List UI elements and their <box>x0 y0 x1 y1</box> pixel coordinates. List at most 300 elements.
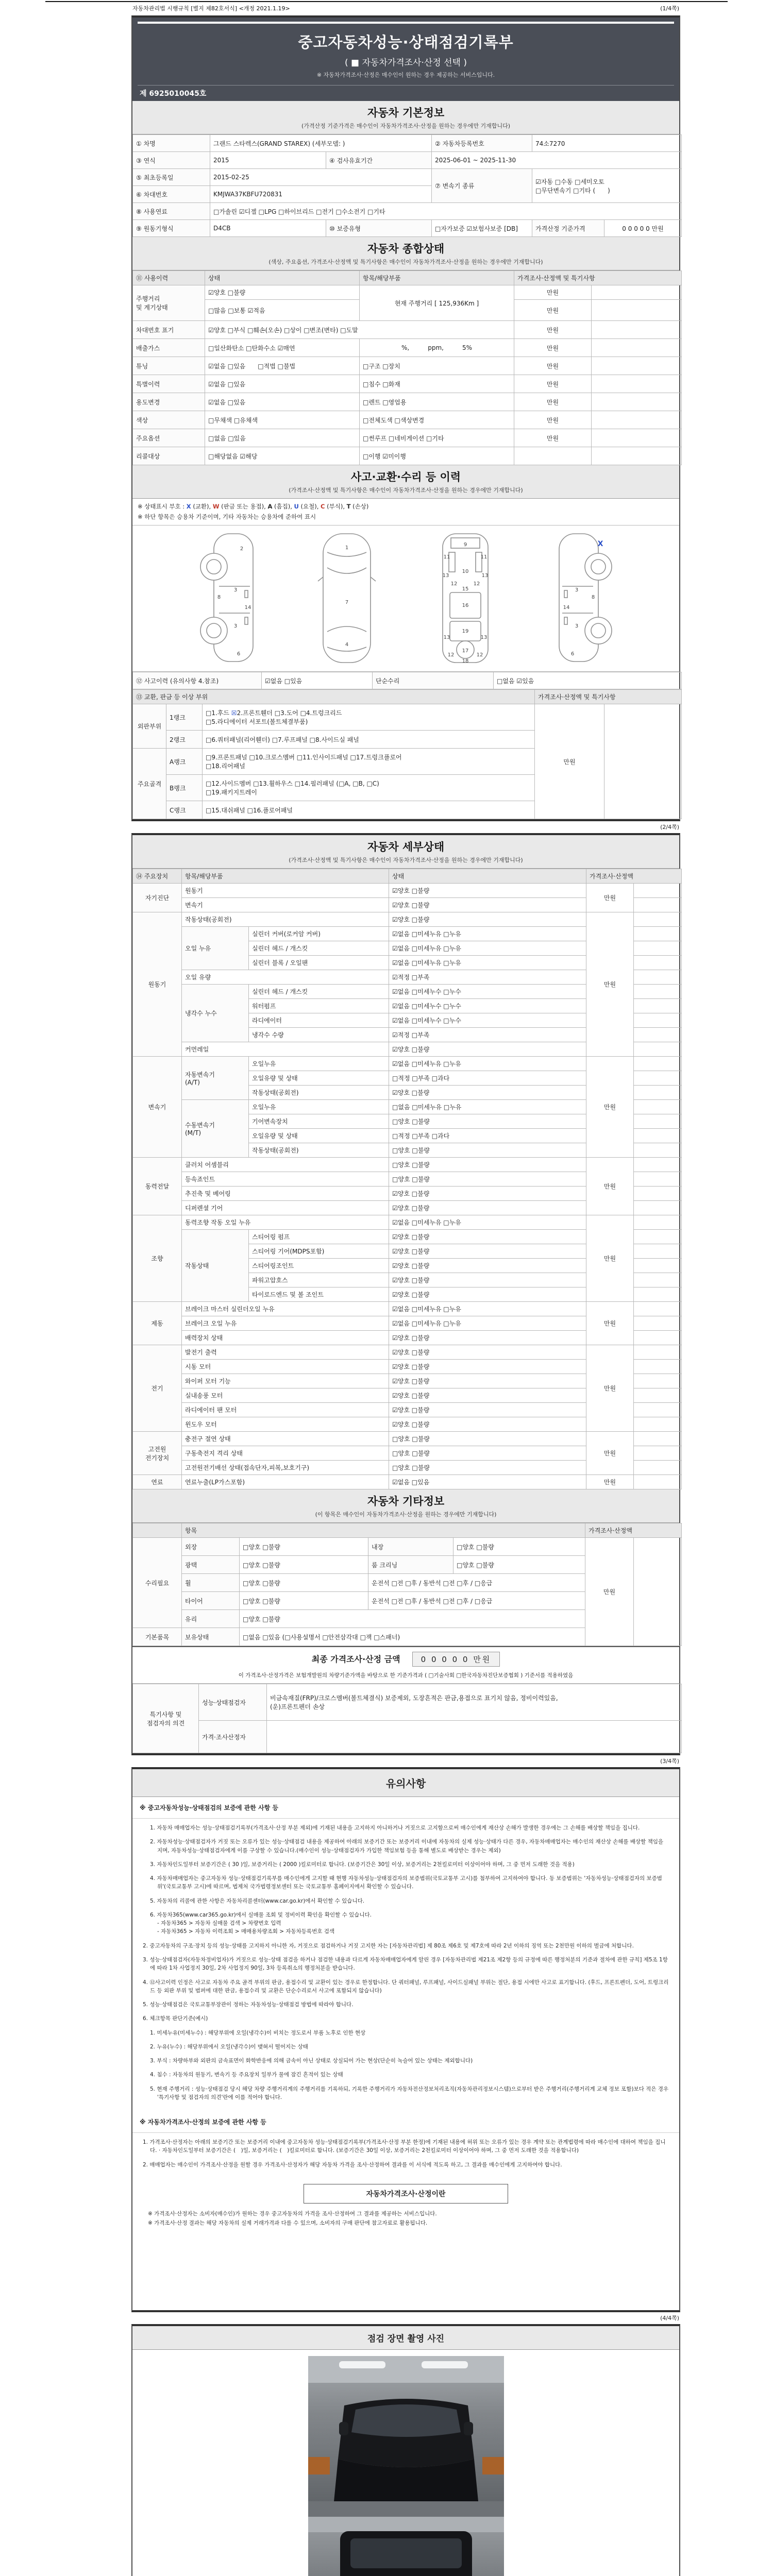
table-row <box>133 375 682 393</box>
svg-text:2: 2 <box>240 546 243 552</box>
status-cell: ☑없음 □미세누유 □누유 <box>389 956 586 970</box>
status-cell: ☑양호 □불량 <box>389 1287 586 1302</box>
note-cell <box>592 375 682 393</box>
accident-title: 사고·교환·수리 등 이력 <box>350 471 461 483</box>
document-number: 제 6925010045호 <box>138 85 674 101</box>
note-cell <box>634 1302 682 1316</box>
price-cell: 만원 <box>586 884 634 912</box>
note-cell <box>634 1360 682 1374</box>
note-cell <box>634 1114 682 1129</box>
item-cell: 기어변속장치 <box>249 1114 389 1129</box>
basic-cell: ⑨ 원동기형식 <box>133 220 210 237</box>
price-survey-box-title: 자동차가격조사·산정이란 <box>304 2184 508 2204</box>
note-cell <box>634 884 682 898</box>
price-cell: 만원 <box>586 1475 634 1489</box>
basic-info-subtitle: (가격산정 기준가격은 매수인이 자동차가격조사·산정을 원하는 경우에만 기재합니다) <box>301 123 510 129</box>
note-cell <box>634 1287 682 1302</box>
note-cell <box>634 1446 682 1461</box>
note-cell <box>634 1129 682 1143</box>
summary-header: 가격조사·산정액 및 특기사항 <box>514 271 682 285</box>
repair-item: 광택 <box>182 1556 240 1574</box>
other-band <box>132 1489 679 1523</box>
status-cell: □해당없음 ☑해당 <box>205 447 360 465</box>
basic-info-band <box>132 101 679 134</box>
legend-segment: T <box>346 503 351 510</box>
note-cell <box>634 1215 682 1230</box>
note-cell <box>634 1432 682 1446</box>
basic-cell: 74소7270 <box>532 135 682 152</box>
item-cell: 작동상태(공회전) <box>249 1086 389 1100</box>
table-row <box>133 339 682 357</box>
table-row <box>133 1475 682 1489</box>
usage-label: 차대번호 표기 <box>133 321 205 339</box>
svg-text:12: 12 <box>476 652 483 658</box>
svg-text:17: 17 <box>462 648 468 654</box>
item-cell: □렌트 □영업용 <box>360 393 514 411</box>
price-cell: 만원 <box>514 411 592 429</box>
other-info-table <box>132 1523 682 1646</box>
note-cell <box>592 447 682 465</box>
item-cell: 충전구 절연 상태 <box>182 1432 389 1446</box>
svg-text:6: 6 <box>237 651 240 657</box>
status-cell: 운전석 □전 □후 / 동반석 □전 □후 / □응급 <box>368 1592 585 1610</box>
item-cell: 윈도우 모터 <box>182 1417 389 1432</box>
status-cell: ☑양호 □불량 <box>389 1388 586 1403</box>
usage-label: 특별이력 <box>133 375 205 393</box>
device-group: 전기 <box>133 1345 182 1432</box>
table-row <box>133 152 682 169</box>
item-cell: 실린더 커버(로커암 커버) <box>249 927 389 941</box>
note-cell <box>634 1345 682 1360</box>
basic-cell: ① 차명 <box>133 135 210 152</box>
detail-header: 가격조사·산정액 <box>586 869 682 884</box>
price-cell: 만원 <box>586 1345 634 1432</box>
item-cell: 작동상태(공회전) <box>182 912 389 927</box>
status-cell: ☑없음 □있음 <box>262 672 373 689</box>
legend-segment: (교환), <box>191 503 213 510</box>
table-row <box>133 135 682 152</box>
detail-header: 상태 <box>389 869 586 884</box>
device-group: 제동 <box>133 1302 182 1345</box>
legend-segment: W <box>212 503 220 510</box>
usage-label: 주요옵션 <box>133 429 205 447</box>
notice-item: 4. 침수 : 자동차의 원동기, 변속기 등 주요장치 일부가 물에 잠긴 흔적이 있는 상태 <box>150 2072 343 2078</box>
basic-cell: 2025-06-01 ~ 2025-11-30 <box>432 152 682 169</box>
table-row <box>133 321 682 339</box>
status-cell: ☑양호 □불량 <box>389 1403 586 1417</box>
remarks-label: 특기사항 및 점검자의 의견 <box>133 1684 199 1753</box>
svg-text:18: 18 <box>462 658 468 665</box>
item-cell: 스티어링 펌프 <box>249 1230 389 1244</box>
status-cell: □없음 □있음 <box>205 429 360 447</box>
note-cell <box>634 898 682 912</box>
status-cell: ☑양호 □불량 <box>389 1187 586 1201</box>
legend-segment: (손상) <box>350 503 369 510</box>
table-row <box>133 1432 682 1446</box>
status-cell: □양호 □불량 <box>240 1556 368 1574</box>
detail-state-table <box>132 869 682 1489</box>
detail-subtitle: (가격조사·산정액 및 특기사항은 매수인이 자동차가격조사·산정을 원하는 경우에만 기재합니다) <box>289 857 523 864</box>
rank-label: C랭크 <box>166 801 203 819</box>
status-cell: ☑양호 □불량 <box>389 1259 586 1273</box>
repair-item: 타이어 <box>182 1592 240 1610</box>
rank-header: ⑬ 교환, 판금 등 이상 부위 <box>133 690 535 704</box>
detail-band <box>132 835 679 869</box>
car-diagram-side-left <box>195 530 273 666</box>
note-cell <box>634 999 682 1013</box>
status-cell: ☑양호 □불량 <box>389 884 586 898</box>
note-cell <box>604 704 682 819</box>
notice-list-2 <box>132 2133 679 2179</box>
car-damage-diagrams <box>132 526 679 672</box>
status-cell: □양호 □불량 <box>389 1158 586 1172</box>
detail-header: ⑭ 주요장치 <box>133 869 182 884</box>
summary-header: 항목/해당부품 <box>360 271 514 285</box>
status-cell: □양호 □불량 <box>240 1538 368 1556</box>
item-cell: 추진축 및 베어링 <box>182 1187 389 1201</box>
note-cell <box>634 1538 682 1646</box>
status-cell: ☑없음 □미세누수 □누수 <box>389 1013 586 1028</box>
status-cell: □양호 □불량 <box>389 1143 586 1158</box>
note-cell <box>592 321 682 339</box>
status-cell: □양호 □불량 <box>453 1538 585 1556</box>
item-cell: 시동 모터 <box>182 1360 389 1374</box>
repair-item: 외장 <box>182 1538 240 1556</box>
accident-history-row <box>132 672 682 689</box>
svg-text:11: 11 <box>480 554 487 561</box>
note-cell <box>634 1028 682 1042</box>
price-cell: 만원 <box>514 357 592 375</box>
item-cell: 브레이크 마스터 실린더오일 누유 <box>182 1302 389 1316</box>
notice-item: 5. 현재 주행거리 : 성능·상태점검 당시 해당 차량 주행거리계의 주행거리를 기록하되, 기록한 주행거리가 자동차전산정보처리조직(자동차관리정보시스템)으로부터 받은 주행거리(주행거리계 교체 정보 포함)보다 적은 경우 '특기사항 및 점검자의 의견'란에 이를 적어야 합니다. <box>150 2086 669 2100</box>
car-diagram-side-right <box>540 530 617 666</box>
note-cell <box>634 985 682 999</box>
svg-text:1: 1 <box>345 545 348 551</box>
item-cell: 오일누유 <box>249 1057 389 1071</box>
item-cell: 스티어링 기어(MDPS포함) <box>249 1244 389 1259</box>
usage-label: 배출가스 <box>133 339 205 357</box>
status-cell: ☑없음 □미세누수 □누수 <box>389 999 586 1013</box>
notice-item: 1. 미세누유(미세누수) : 해당부위에 오일(냉각수)이 비치는 정도로서 부품 노후로 인한 현상 <box>150 2029 366 2036</box>
item-cell: 변속기 <box>182 898 389 912</box>
table-row <box>133 884 682 898</box>
note-cell <box>634 1042 682 1057</box>
notice-item: 4. ⑫사고이력 인정은 사고로 자동차 주요 골격 부위의 판금, 용접수리 및 교환이 있는 경우로 한정합니다. 단 쿼터패널, 루프패널, 사이드실패널 부위는 절단, 용접 시에만 사고로 표기합니다. (후드, 프론트펜더, 도어, 트렁크리드 등 외판 부위 및 범퍼에 대한 판금, 용접수리 및 교환은 단순수리로서 사고에 포함되지 않습니다) <box>143 1979 669 1994</box>
status-cell: □적정 □부족 □과다 <box>389 1129 586 1143</box>
item-cell: □썬루프 □네비게이션 □기타 <box>360 429 514 447</box>
svg-text:3: 3 <box>233 623 237 630</box>
item-cell: □침수 □화재 <box>360 375 514 393</box>
sub-group: 수동변속기 (M/T) <box>182 1100 249 1158</box>
item-cell: 클러치 어셈블리 <box>182 1158 389 1172</box>
item-cell: 타이로드엔드 및 볼 조인트 <box>249 1287 389 1302</box>
item-cell: 고전원전기배선 상태(접속단자,피복,보호기구) <box>182 1461 389 1475</box>
table-row <box>133 1158 682 1172</box>
status-cell: □양호 □불량 <box>389 1172 586 1187</box>
repair-item: 휠 <box>182 1574 240 1592</box>
note-cell <box>634 1143 682 1158</box>
panel-category: 주요골격 <box>133 749 166 819</box>
other-title: 자동차 기타정보 <box>367 1495 445 1508</box>
status-cell: ☑양호 □불량 <box>389 1374 586 1388</box>
price-cell: 만원 <box>535 704 604 819</box>
note-cell <box>592 300 682 321</box>
status-cell: 운전석 □전 □후 / 동반석 □전 □후 / □응급 <box>368 1574 585 1592</box>
table-row <box>133 912 682 927</box>
price-survey-note: ※ 가격조사·산정 결과는 해당 자동차의 실제 거래가격과 다를 수 있으며, 소비자의 구매 판단에 참고자료로 활용됩니다. <box>148 2219 428 2226</box>
item-cell: □전체도색 □색상변경 <box>360 411 514 429</box>
note-cell <box>634 956 682 970</box>
panel-rank-table <box>132 689 682 819</box>
header-stripe <box>138 22 674 24</box>
basic-cell: ⑤ 최초등록일 <box>133 169 210 186</box>
table-row <box>133 411 682 429</box>
sub-group: 오일 누유 <box>182 927 249 970</box>
item-cell: 디퍼렌셜 기어 <box>182 1201 389 1215</box>
price-cell: 만원 <box>514 429 592 447</box>
price-cell: 만원 <box>586 1057 634 1158</box>
usage-label: 용도변경 <box>133 393 205 411</box>
car-diagram-top <box>303 530 391 666</box>
basic-cell: ④ 검사유효기간 <box>326 152 432 169</box>
detail-title: 자동차 세부상태 <box>367 841 445 854</box>
basic-items-category: 기본품목 <box>133 1628 182 1646</box>
section-box-2 <box>131 833 680 1755</box>
remarks-table <box>132 1684 682 1753</box>
status-cell: ☑양호 □불량 <box>389 1345 586 1360</box>
basic-items-label: 보유상태 <box>182 1628 240 1646</box>
price-cell: 만원 <box>586 1302 634 1345</box>
price-cell: 만원 <box>514 285 592 300</box>
notice-item: 3. 성능·상태점검자(자동차정비업자)가 거짓으로 성능·상태 점검을 하거나 점검한 내용과 다르게 자동차매매업자에게 알린 경우 [자동차관리법 제21조 제2항 등의 규정에 따른 행정처분의 기준과 절차에 관한 규칙] 제5조 1항에 따라 1차 사업정지 30일, 2차 사업정지 90일, 3차 등록취소의 행정처분을 받습니다. <box>143 1957 668 1972</box>
svg-text:15: 15 <box>462 586 468 592</box>
notice-item: 1. 자동차 매매업자는 성능·상태점검기록부(가격조사·산정 부분 제외)에 기재된 내용을 고지하지 아니하거나 거짓으로 고지함으로써 매수인에게 재산상 손해가 발생한 경우에는 그 손해를 배상할 책임을 집니다. <box>150 1825 640 1832</box>
item-cell: 연료누출(LP가스포함) <box>182 1475 389 1489</box>
item-cell: 커먼레일 <box>182 1042 389 1057</box>
inspection-photo-rear <box>308 2517 504 2576</box>
status-cell: □양호 □불량 <box>453 1556 585 1574</box>
note-cell <box>592 411 682 429</box>
price-cell: 만원 <box>514 339 592 357</box>
price-cell: 만원 <box>586 912 634 1057</box>
table-row <box>133 1215 682 1230</box>
notice-list-1 <box>132 1819 679 2111</box>
status-cell: ☑양호 □불량 <box>389 912 586 927</box>
basic-cell: □가솔린 ☑디젤 □LPG □하이브리드 □전기 □수소전기 □기타 <box>210 203 682 220</box>
inspector-comment: 비금속재질(FRP)/크로스멤버(볼트체결식) 보증제외, 도장흔적은 판금,용접으로 표기치 않음, 정비이력있음, (운)프론트펜더 손상 <box>267 1684 682 1721</box>
status-cell: ☑없음 □있음 <box>205 393 360 411</box>
status-cell: ☑없음 □있음 □적법 □불법 <box>205 357 360 375</box>
device-group: 자기진단 <box>133 884 182 912</box>
legend-segment: A <box>267 503 273 510</box>
svg-text:12: 12 <box>473 581 480 587</box>
status-cell: □일산화탄소 □탄화수소 ☑매연 <box>205 339 360 357</box>
note-cell <box>592 285 682 300</box>
status-cell: □양호 □불량 <box>240 1592 368 1610</box>
item-cell: 구동축전지 격리 상태 <box>182 1446 389 1461</box>
notice-item: 2. 누유(누수) : 해당부위에서 오일(냉각수)이 맺혀서 떨어지는 상태 <box>150 2043 308 2050</box>
legend-segment: X <box>186 503 191 510</box>
note-cell <box>634 1100 682 1114</box>
price-cell: 만원 <box>586 1158 634 1215</box>
photo-box <box>131 2324 680 2576</box>
status-cell: ☑양호 □불량 <box>389 1230 586 1244</box>
page-marker-1: (1/4쪽) <box>660 5 679 12</box>
status-cell: □많음 □보통 ☑적음 <box>205 300 360 321</box>
basic-cell: D4CB <box>210 220 326 237</box>
rank-label: A랭크 <box>166 749 203 775</box>
status-cell: □없음 ☑있음 <box>494 672 682 689</box>
svg-text:7: 7 <box>345 600 348 606</box>
device-group: 동력전달 <box>133 1158 182 1215</box>
table-row <box>133 1721 682 1753</box>
svg-text:3: 3 <box>575 587 578 594</box>
item-cell: 스티어링조인트 <box>249 1259 389 1273</box>
panel-category: 외판부위 <box>133 704 166 749</box>
item-cell: 오일유량 및 상태 <box>249 1071 389 1086</box>
item-cell: 발전기 출력 <box>182 1345 389 1360</box>
usage-label: 색상 <box>133 411 205 429</box>
table-row <box>133 704 682 731</box>
regulation-text: 자동차관리법 시행규칙 [별지 제82호서식] <개정 2021.1.19> <box>132 5 290 12</box>
report-page <box>131 2 680 2576</box>
item-cell: 라디에이터 팬 모터 <box>182 1403 389 1417</box>
notice-item: 6. 체크항목 판단기준(예시) <box>143 2015 208 2022</box>
note-cell <box>634 970 682 985</box>
page-marker-2: (2/4쪽) <box>660 824 679 831</box>
table-row <box>133 1684 682 1721</box>
item-cell: 와이퍼 모터 기능 <box>182 1374 389 1388</box>
accident-notes <box>132 499 679 526</box>
notice-box <box>131 1767 680 2312</box>
report-note: ※ 자동차가격조사·산정은 매수인이 원하는 경우 제공하는 서비스입니다. <box>316 72 495 78</box>
repair-category: 수리필요 <box>133 1538 182 1628</box>
report-title: 중고자동차성능·상태점검기록부 <box>298 33 514 51</box>
svg-text:9: 9 <box>463 542 467 548</box>
table-row <box>133 203 682 220</box>
note-cell <box>634 1475 682 1489</box>
note-cell <box>634 1374 682 1388</box>
basic-cell: □자가보증 ☑보험사보증 [DB] <box>432 220 532 237</box>
notice-item: 5. 성능·상태점검은 국토교통부장관이 정하는 자동차성능·상태점검 방법에 따라야 합니다. <box>143 2002 354 2008</box>
basic-info-title: 자동차 기본정보 <box>367 107 445 119</box>
notice-item: 2. 자동차성능·상태점검자가 거짓 또는 오류가 있는 성능·상태점검 내용을 제공하여 아래의 보증기간 또는 보증거리 이내에 자동차의 실제 성능·상태가 다른 경우, 자동차매매업자는 매수인의 재산상 손해를 배상할 책임을 지며, 자동차성능·상태점검자에게 이를 구상할 수 있습니다.(매수인이 성능·상태점검자가 가입한 책임보험 등을 통해 별도로 배상받는 경우는 제외) <box>150 1839 664 1854</box>
svg-text:8: 8 <box>591 595 595 601</box>
device-group: 고전원 전기장치 <box>133 1432 182 1475</box>
item-cell: 워터펌프 <box>249 999 389 1013</box>
basic-cell: 0 0 0 0 0 만원 <box>604 220 682 237</box>
notice-item: 5. 자동차의 리콜에 관한 사항은 자동차리콜센터(www.car.go.kr)에서 확인할 수 있습니다. <box>150 1897 365 1904</box>
status-cell: ☑없음 □미세누수 □누수 <box>389 985 586 999</box>
item-cell: 파워고압호스 <box>249 1273 389 1287</box>
table-row <box>133 393 682 411</box>
status-cell: □양호 □불량 <box>389 1114 586 1129</box>
status-cell: ☑양호 □불량 <box>389 1331 586 1345</box>
table-row <box>133 1538 682 1556</box>
table-row <box>133 220 682 237</box>
status-cell: ☑양호 □불량 <box>389 1201 586 1215</box>
final-amount-row <box>132 1646 679 1669</box>
svg-text:13: 13 <box>480 635 487 641</box>
simple-repair-label: 단순수리 <box>373 672 494 689</box>
note-cell <box>634 1273 682 1287</box>
notice-item: 1. 가격조사·산정자는 아래의 보증기간 또는 보증거리 이내에 중고자동차 성능·상태점검기록부(가격조사·산정 부분 한정)에 기재된 내용에 허위 또는 오류가 있는 경우 계약 또는 관계법령에 따라 매수인에 대하여 책임을 집니다. · 자동차인도일부터 보증기간은 ( )일, 보증거리는 ( )킬로미터로 합니다. (보증기간은 30일 이상, 보증거리는 2천킬로미터 이상이어야 하며, 그 중 먼저 도래한 것을 적용합니다) <box>143 2139 666 2154</box>
basic-cell: KMJWA37KBFU720831 <box>210 186 432 203</box>
status-cell: ☑적정 □부족 <box>389 970 586 985</box>
legend-segment: C <box>321 503 325 510</box>
sub-group: 냉각수 누수 <box>182 985 249 1042</box>
accident-subtitle: (가격조사·산정액 및 특기사항은 매수인이 자동차가격조사·산정을 원하는 경우에만 기재합니다) <box>289 487 523 494</box>
page-marker-4: (4/4쪽) <box>660 2315 679 2322</box>
rank-label: 2랭크 <box>166 731 203 749</box>
status-cell: ☑없음 □미세누유 □누유 <box>389 941 586 956</box>
summary-header: 상태 <box>205 271 360 285</box>
table-row <box>133 1523 682 1538</box>
item-cell: □이행 ☑미이행 <box>360 447 514 465</box>
section-box-1 <box>131 15 680 821</box>
repair-item: 내장 <box>368 1538 453 1556</box>
panel-items: □9.프론트패널 □10.크로스멤버 □11.인사이드패널 □17.트렁크플로어 □18.리어패널 <box>203 749 535 775</box>
notice-section2-title: ※ 자동차가격조사·산정의 보증에 관한 사항 등 <box>132 2111 679 2133</box>
basic-cell: ② 자동차등록번호 <box>432 135 532 152</box>
panel-items: □15.대쉬패널 □16.플로어패널 <box>203 801 535 819</box>
status-cell: □적정 □부족 □과다 <box>389 1071 586 1086</box>
note-cell <box>634 1158 682 1172</box>
note-cell <box>634 1403 682 1417</box>
note-cell <box>634 1013 682 1028</box>
basic-cell: ③ 연식 <box>133 152 210 169</box>
svg-text:12: 12 <box>450 581 457 587</box>
item-cell: 오일 유량 <box>182 970 389 985</box>
usage-label: 튜닝 <box>133 357 205 375</box>
note-cell <box>634 1172 682 1187</box>
basic-cell: ⑧ 사용연료 <box>133 203 210 220</box>
photo-section-title: 점검 장면 촬영 사진 <box>132 2326 679 2350</box>
table-row <box>133 169 682 186</box>
price-cell: 만원 <box>586 1432 634 1475</box>
note-cell <box>592 393 682 411</box>
note-cell <box>592 429 682 447</box>
status-cell: □양호 □불량 <box>240 1574 368 1592</box>
other-header: 항목 <box>182 1523 585 1538</box>
status-cell: ☑적정 □부족 <box>389 1028 586 1042</box>
price-survey-note: ※ 가격조사·산정자는 소비자(매수인)가 원하는 경우 중고자동차의 가격을 조사·산정하여 그 결과를 제공하는 서비스입니다. <box>148 2211 437 2217</box>
item-cell: 오일누유 <box>249 1100 389 1114</box>
legend-segment: (흠집), <box>272 503 294 510</box>
note-cell <box>634 1187 682 1201</box>
title-header <box>132 18 679 101</box>
item-cell: 원동기 <box>182 884 389 898</box>
svg-text:19: 19 <box>462 629 468 635</box>
table-row <box>133 1057 682 1071</box>
repair-item: 유리 <box>182 1610 240 1628</box>
svg-text:4: 4 <box>345 642 348 648</box>
item-cell: 실린더 블록 / 오일팬 <box>249 956 389 970</box>
item-cell: 작동상태(공회전) <box>249 1143 389 1158</box>
detail-header: 항목/해당부품 <box>182 869 389 884</box>
sub-group: 자동변속기 (A/T) <box>182 1057 249 1100</box>
item-cell: 실내송풍 모터 <box>182 1388 389 1403</box>
status-cell: □양호 □불량 <box>240 1610 585 1628</box>
device-group: 조향 <box>133 1215 182 1302</box>
report-subtitle: ( ■ 자동차가격조사·산정 선택 ) <box>345 58 467 68</box>
basic-cell: 2015-02-25 <box>210 169 432 186</box>
note-cell <box>634 1259 682 1273</box>
state-symbol-legend <box>138 502 674 512</box>
note-cell <box>634 941 682 956</box>
price-cell: 만원 <box>585 1538 634 1646</box>
panel-items: □1.후드 ☒2.프론트휀더 □3.도어 □4.트렁크리드 □5.라디에이터 서포트(볼트체결부품) <box>203 704 535 731</box>
